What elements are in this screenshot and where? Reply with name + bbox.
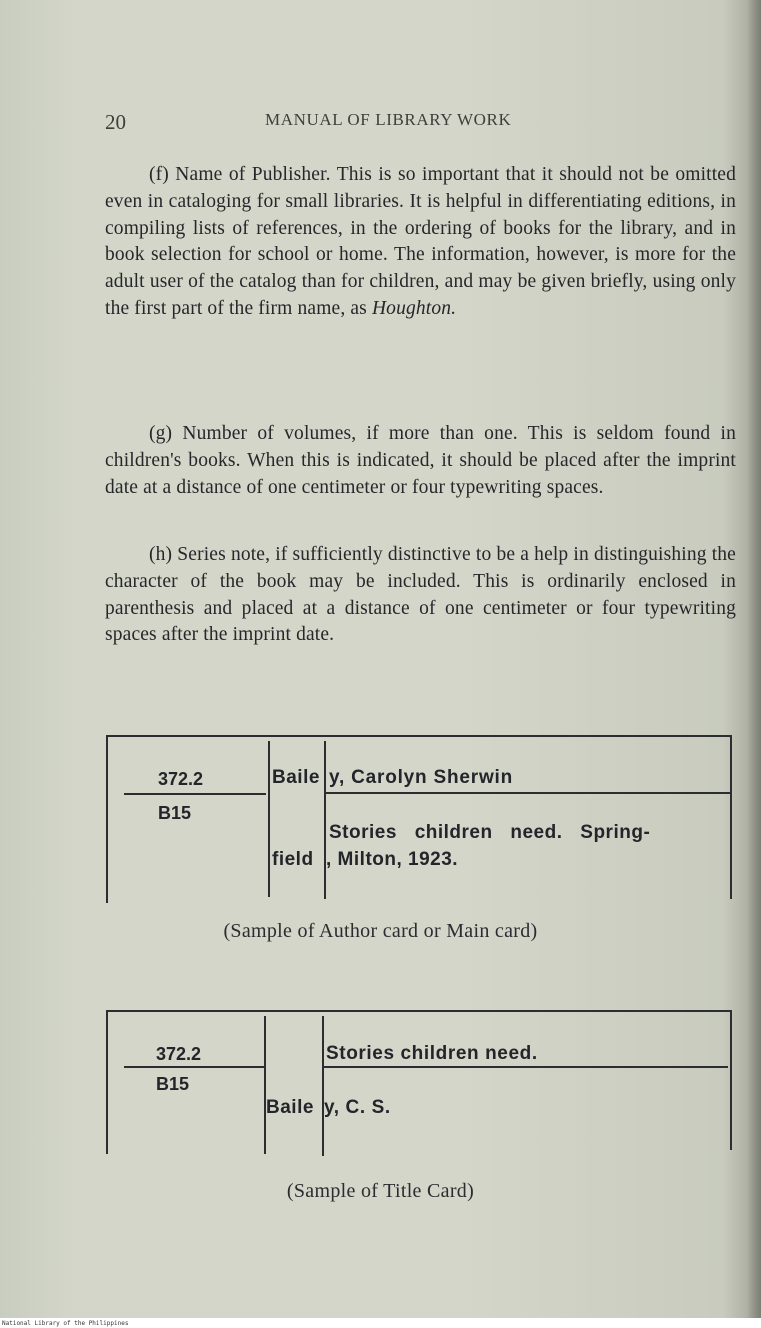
card-indent-rule-2	[322, 1016, 324, 1156]
author-card-caption: (Sample of Author card or Main card)	[223, 920, 538, 942]
card-right-rule	[730, 1010, 732, 1150]
card-left-rule	[106, 1010, 108, 1154]
class-number: 372.2	[158, 769, 204, 789]
paragraph-series-text: (h) Series note, if sufficiently distinctive to be a help in distinguishing the character of the book may be included. This is ordinarily enclosed in parenthesis and placed at a distance of one centimeter or four typewriting spaces after the imprint date.	[105, 544, 736, 646]
card-heading-rule	[326, 792, 730, 794]
title-heading: Stories children need.	[326, 1043, 538, 1064]
running-head: MANUAL OF LIBRARY WORK	[265, 110, 512, 129]
publisher-example: Houghton.	[371, 297, 457, 319]
author-line-part2: y, C. S.	[324, 1097, 391, 1118]
page-edge-shadow	[747, 0, 761, 1318]
page-number: 20	[105, 110, 126, 134]
title-line-2-part1: field	[272, 849, 314, 870]
title-card-caption: (Sample of Title Card)	[286, 1180, 475, 1202]
card-indent-rule-1	[268, 741, 270, 897]
book-number: B15	[158, 803, 192, 823]
page-header	[105, 108, 735, 138]
title-line-1: Stories children need. Spring-	[329, 822, 651, 843]
card-heading-rule	[324, 1066, 728, 1068]
card-right-rule	[730, 735, 732, 899]
card-left-rule	[106, 735, 108, 903]
paragraph-publisher	[105, 162, 736, 323]
paragraph-publisher-text: (f) Name of Publisher. This is so important that it should not be omitted even in cataloging for small libraries. It is helpful in differentiating editions, in compiling lists of references, in the ordering of books for the library, and in book selection for school or home. The information, however, is more for the adult user of the catalog than for children, and may be given briefly, using only the first part of the firm name, as	[105, 164, 736, 319]
author-card	[106, 733, 734, 903]
paragraph-volumes	[105, 421, 736, 501]
author-heading-part2: y, Carolyn Sherwin	[329, 767, 514, 788]
paragraph-volumes-text: (g) Number of volumes, if more than one. This is seldom found in children's books. When this is indicated, it should be placed after the imprint date at a distance of one centimeter or four typewriting spaces.	[105, 423, 736, 498]
card-call-number-rule	[124, 1066, 264, 1068]
scan-credit: National Library of the Philippines	[2, 1320, 129, 1327]
card-call-number-rule	[124, 793, 266, 795]
card-top-rule	[106, 1010, 732, 1012]
card-indent-rule-1	[264, 1016, 266, 1154]
author-line-part1: Baile	[266, 1097, 314, 1118]
title-line-2-part2: , Milton, 1923.	[326, 849, 459, 870]
card-indent-rule-2	[324, 741, 326, 899]
book-number: B15	[156, 1074, 190, 1094]
card-top-rule	[106, 735, 732, 737]
class-number: 372.2	[156, 1044, 202, 1064]
paragraph-series	[105, 542, 736, 649]
title-card	[106, 1008, 734, 1158]
author-heading-part1: Baile	[272, 767, 320, 788]
